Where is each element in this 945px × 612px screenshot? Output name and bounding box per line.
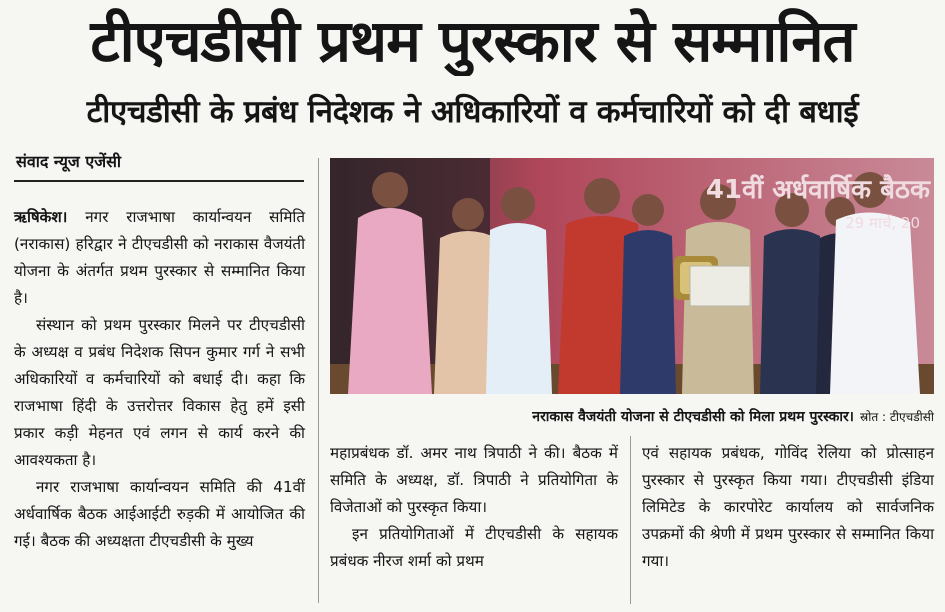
column-divider — [630, 436, 631, 604]
article-paragraph: एवं सहायक प्रबंधक, गोविंद रेलिया को प्रोत्साहन पुरस्कार से पुरस्कृत किया गया। टीएचडीसी इंडिया लिमिटेड के कारपोरेट कार्यालय को सार्वजनिक उपक्रमों की श्रेणी में प्रथम पुरस्कार से सम्मानित किया गया। — [642, 444, 934, 570]
dateline: ऋषिकेश। — [14, 208, 68, 226]
article-paragraph: संस्थान को प्रथम पुरस्कार मिलने पर टीएचडीसी के अध्यक्ष व प्रबंध निदेशक सिपन कुमार गर्ग ने सभी अधिकारियों व कर्मचारियों को बधाई दी। कहा कि राजभाषा हिंदी के उत्तरोत्तर विकास हेतु हमें इसी प्रकार कड़ी मेहनत एवं लगन से कार्य करने की आवश्यकता है। — [14, 316, 305, 469]
photo-caption — [330, 403, 934, 429]
photo-banner-text: 41वीं अर्धवार्षिक बैठक — [705, 175, 930, 205]
article-column-1 — [14, 204, 305, 555]
caption-text: नराकास वैजयंती योजना से टीएचडीसी को मिला प्रथम पुरस्कार। — [532, 408, 854, 425]
photo-illustration — [330, 158, 934, 394]
subheadline: टीएचडीसी के प्रबंध निदेशक ने अधिकारियों व कर्मचारियों को दी बधाई — [86, 94, 859, 130]
paragraph-text: नगर राजभाषा कार्यान्वयन समिति (नराकास) हरिद्वार ने टीएचडीसी को नराकास वैजयंती योजना के अंतर्गत प्रथम पुरस्कार से सम्मानित किया है। — [14, 208, 305, 307]
photo-banner-date: 29 मार्च, 20 — [845, 214, 920, 232]
article-paragraph: महाप्रबंधक डॉ. अमर नाथ त्रिपाठी ने की। बैठक में समिति के अध्यक्ष, डॉ. त्रिपाठी ने प्रतियोगिता के विजेताओं को पुरस्कृत किया। — [330, 444, 618, 516]
caption-source: स्रोत : टीएचडीसी — [859, 409, 934, 424]
article-column-3 — [642, 440, 934, 575]
article-paragraph: नगर राजभाषा कार्यान्वयन समिति की 41वीं अर्धवार्षिक बैठक आईआईटी रुड़की में आयोजित की गई। बैठक की अध्यक्षता टीएचडीसी के मुख्य — [14, 478, 305, 550]
byline: संवाद न्यूज एजेंसी — [16, 152, 122, 171]
article-column-2 — [330, 440, 618, 575]
headline: टीएचडीसी प्रथम पुरस्कार से सम्मानित — [90, 6, 855, 75]
article-paragraph — [14, 204, 305, 312]
article-paragraph: इन प्रतियोगिताओं में टीएचडीसी के सहायक प्रबंधक नीरज शर्मा को प्रथम — [330, 525, 618, 570]
award-ceremony-photo — [330, 158, 934, 394]
column-divider — [318, 158, 319, 603]
byline-rule — [14, 180, 304, 182]
